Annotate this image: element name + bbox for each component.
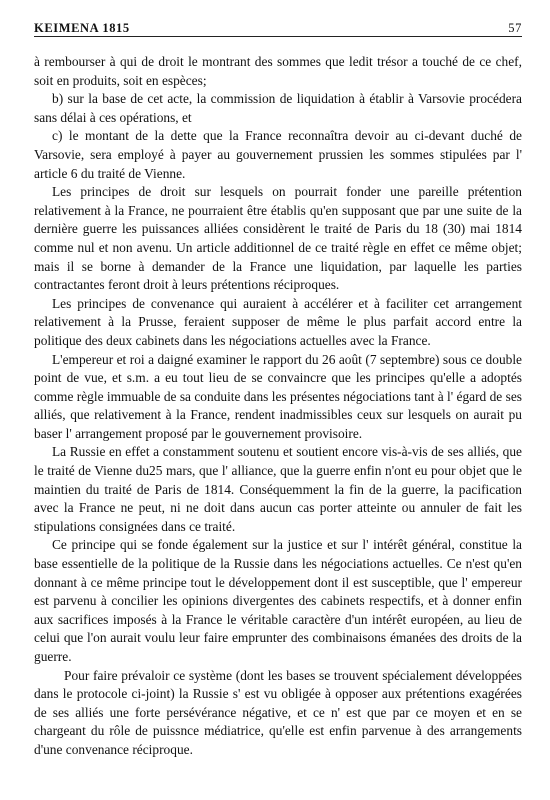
paragraph: Pour faire prévaloir ce système (dont les bases se trouvent spécialement développées dans le protocole ci-joint) la Russie s' est vu obligée à opposer aux prétentions exagérées de ses alliés une forte persévérance négative, et ce n' est que par ce moyen et en se chargeant du rôle de puissnce médiatrice, qu'elle est enfin parvenue à des arrangements d'une convenance réciproque. — [34, 667, 522, 757]
paragraph: à rembourser à qui de droit le montrant des sommes que ledit trésor a touché de ce chef, soit en produits, soit en espèces; — [34, 54, 522, 88]
paragraph: Les principes de convenance qui auraient à accélérer et à faciliter cet arrangement relativement à la Prusse, feraient supposer de même le plus parfait accord entre la politique des deux cabinets dans les négociations actuelles avec la France. — [34, 295, 522, 348]
paragraph: b) sur la base de cet acte, la commission de liquidation à établir à Varsovie procédera sans délai à ces opérations, et — [34, 91, 522, 125]
paragraph: Les principes de droit sur lesquels on pourrait fonder une pareille prétention relativement à la France, ne pourraient être établis qu'en supposant que par une suite de la dernière guerre les puissances alliées considèrent le traité de Paris du 18 (30) mai 1814 comme nul et non avenu. Un article additionnel de ce traité règle en effet ce même objet; mais il se borne à demander de la France une liquidation, par laquelle les parties contractantes feront droit à leurs prétentions réciproques. — [34, 184, 522, 293]
paragraph: L'empereur et roi a daigné examiner le rapport du 26 août (7 septembre) sous ce double point de vue, et s.m. a eu tout lieu de se convaincre que les principes qu'elle a adoptés comme règle immuable de sa conduite dans les présentes négociations tant à l' égard de ses alliés, que relativement à la France, rendent inadmissibles ceux sur lesquels on aurait pu baser l' arrangement proposé par le gouvernement provisoire. — [34, 351, 522, 441]
running-title: KEIMENA 1815 — [34, 21, 130, 35]
paragraph: c) le montant de la dette que la France reconnaîtra devoir au ci-devant duché de Varsovie, sera employé à payer au gouvernement prussien les sommes stipulées par l' article 6 du traité de Vienne. — [34, 128, 522, 181]
body-text — [34, 53, 522, 760]
running-header — [34, 14, 522, 37]
paragraph: Ce principe qui se fonde également sur la justice et sur l' intérêt général, constitue la base essentielle de la politique de la Russie dans les négociations actuelles. Ce n'est qu'en donnant à ce même principe tout le développement dont il est susceptible, que l' empereur est parvenu à concilier les opinions divergentes des cabinets respectifs, et à donner enfin aux sacrifices imposés à la France le véritable caractère d'un intérêt européen, au lieu de celui que l'on aurait voulu leur faire emprunter des combinaisons émanées des droits de la guerre. — [34, 537, 522, 664]
page-number: 57 — [508, 21, 522, 35]
paragraph: La Russie en effet a constamment soutenu et soutient encore vis-à-vis de ses alliés, que le traité de Vienne du25 mars, que l' alliance, que la guerre enfin n'ont eu pour objet que le maintien du traité de Paris de 1814. Conséquemment la fin de la guerre, la pacification avec la France ne peut, ni ne doit dans aucun cas porter atteinte ou annuler de fait les stipulations consignées dans ce traité. — [34, 444, 522, 534]
